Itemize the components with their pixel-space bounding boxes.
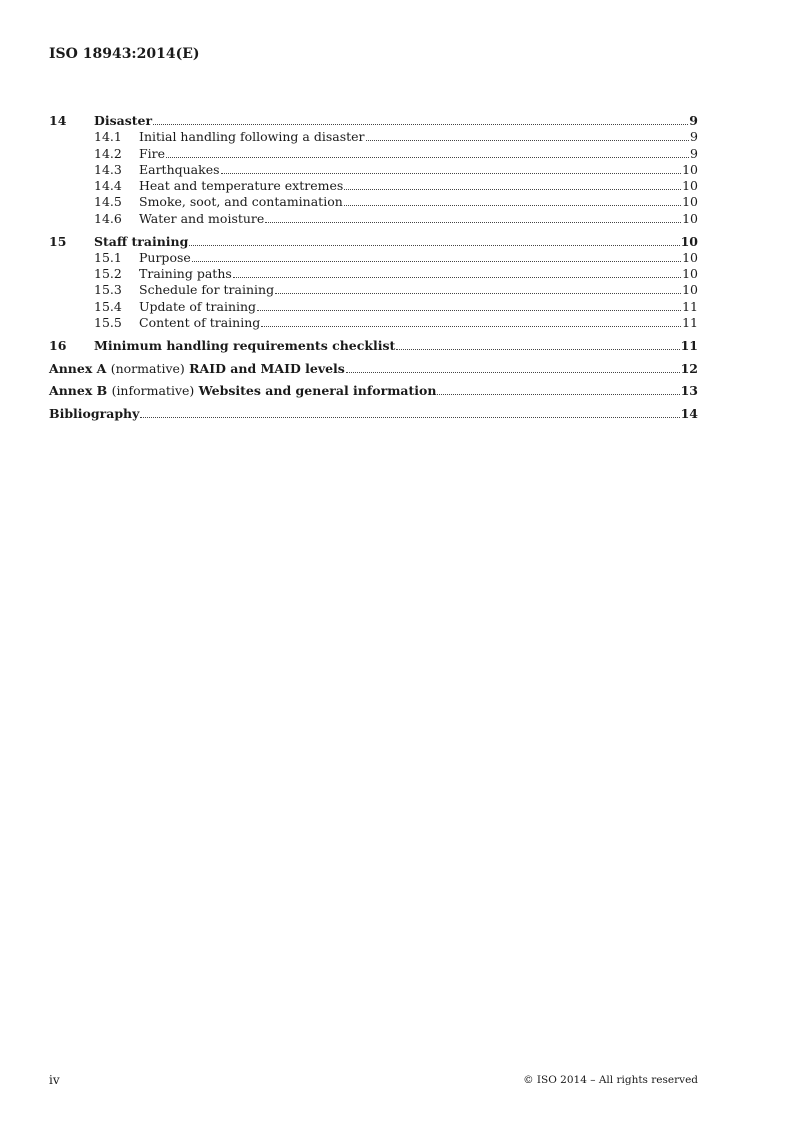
- document-id: ISO 18943:2014(E): [49, 46, 200, 62]
- table-of-contents: [49, 113, 698, 423]
- toc-title: Update of training: [139, 298, 257, 314]
- dot-leader: [275, 293, 681, 294]
- annex-label: Annex A: [49, 360, 107, 376]
- annex-qualifier: (informative): [111, 383, 195, 399]
- toc-title: Minimum handling requirements checklist: [94, 337, 396, 353]
- page-number: iv: [49, 1073, 60, 1087]
- dot-leader: [344, 205, 681, 206]
- toc-page: 10: [682, 194, 698, 210]
- toc-entry-14[interactable]: [49, 113, 698, 129]
- toc-number: 14.5: [94, 194, 122, 210]
- annex-label: Annex B: [49, 383, 108, 399]
- dot-leader: [221, 173, 682, 174]
- toc-title: Bibliography: [49, 406, 140, 422]
- copyright-notice: © ISO 2014 – All rights reserved: [523, 1074, 698, 1086]
- dot-leader: [153, 124, 688, 125]
- toc-page: 9: [689, 113, 698, 128]
- toc-page: 13: [680, 383, 698, 399]
- dot-leader: [437, 394, 679, 395]
- toc-title: Schedule for training: [139, 282, 275, 298]
- toc-entry-15[interactable]: [49, 234, 698, 250]
- dot-leader: [261, 326, 681, 327]
- dot-leader: [140, 417, 679, 418]
- toc-number: 16: [49, 337, 67, 353]
- toc-page: 10: [680, 233, 698, 249]
- toc-entry-annex-a[interactable]: [49, 361, 698, 377]
- toc-page: 10: [682, 178, 698, 194]
- toc-title: Earthquakes: [139, 161, 220, 177]
- toc-number: 14.6: [94, 210, 122, 226]
- toc-page: 11: [682, 315, 698, 331]
- toc-number: 14.1: [94, 129, 122, 145]
- toc-title: RAID and MAID levels: [189, 360, 345, 376]
- toc-number: 15.2: [94, 266, 122, 282]
- toc-page: 12: [680, 360, 698, 376]
- toc-entry-14-4[interactable]: [49, 178, 698, 194]
- dot-leader: [344, 189, 681, 190]
- toc-title: Water and moisture: [139, 210, 265, 226]
- toc-entry-14-6[interactable]: [49, 211, 698, 227]
- toc-number: 15: [49, 233, 67, 249]
- toc-page: 10: [682, 161, 698, 177]
- dot-leader: [265, 222, 681, 223]
- toc-entry-15-5[interactable]: [49, 315, 698, 331]
- toc-title: Heat and temperature extremes: [139, 178, 344, 194]
- dot-leader: [233, 277, 681, 278]
- toc-page: 10: [682, 210, 698, 226]
- toc-title: Initial handling following a disaster: [139, 129, 365, 145]
- toc-number: 15.1: [94, 249, 122, 265]
- toc-number: 15.5: [94, 315, 122, 331]
- dot-leader: [257, 310, 681, 311]
- toc-title: Fire: [139, 145, 166, 161]
- toc-entry-15-3[interactable]: [49, 282, 698, 298]
- toc-page: 11: [680, 337, 698, 353]
- dot-leader: [346, 372, 680, 373]
- toc-title: Smoke, soot, and contamination: [139, 194, 343, 210]
- toc-number: 15.3: [94, 282, 122, 298]
- toc-title: Training paths: [139, 266, 232, 282]
- toc-entry-14-3[interactable]: [49, 162, 698, 178]
- toc-page: 10: [682, 282, 698, 298]
- toc-title: Websites and general information: [198, 383, 437, 399]
- toc-number: 14.2: [94, 145, 122, 161]
- toc-entry-15-2[interactable]: [49, 266, 698, 282]
- dot-leader: [192, 261, 681, 262]
- toc-title: Purpose: [139, 249, 191, 265]
- toc-page: 10: [682, 266, 698, 282]
- toc-entry-14-1[interactable]: [49, 129, 698, 145]
- toc-page: 9: [690, 129, 698, 145]
- toc-number: 14: [49, 113, 67, 128]
- toc-page: 11: [682, 298, 698, 314]
- dot-leader: [166, 157, 689, 158]
- toc-page: 9: [690, 145, 698, 161]
- annex-qualifier: (normative): [110, 360, 185, 376]
- toc-entry-15-1[interactable]: [49, 250, 698, 266]
- toc-entry-14-2[interactable]: [49, 146, 698, 162]
- dot-leader: [366, 140, 690, 141]
- dot-leader: [396, 349, 679, 350]
- toc-title: Disaster: [94, 113, 153, 128]
- toc-number: 14.4: [94, 178, 122, 194]
- toc-title: Staff training: [94, 233, 189, 249]
- dot-leader: [189, 245, 679, 246]
- toc-page: 14: [680, 406, 698, 422]
- toc-number: 15.4: [94, 298, 122, 314]
- toc-entry-bibliography[interactable]: [49, 406, 698, 422]
- toc-entry-14-5[interactable]: [49, 194, 698, 210]
- toc-entry-15-4[interactable]: [49, 299, 698, 315]
- toc-entry-annex-b[interactable]: [49, 383, 698, 399]
- toc-title: Content of training: [139, 315, 261, 331]
- toc-number: 14.3: [94, 161, 122, 177]
- toc-entry-16[interactable]: [49, 338, 698, 354]
- toc-page: 10: [682, 249, 698, 265]
